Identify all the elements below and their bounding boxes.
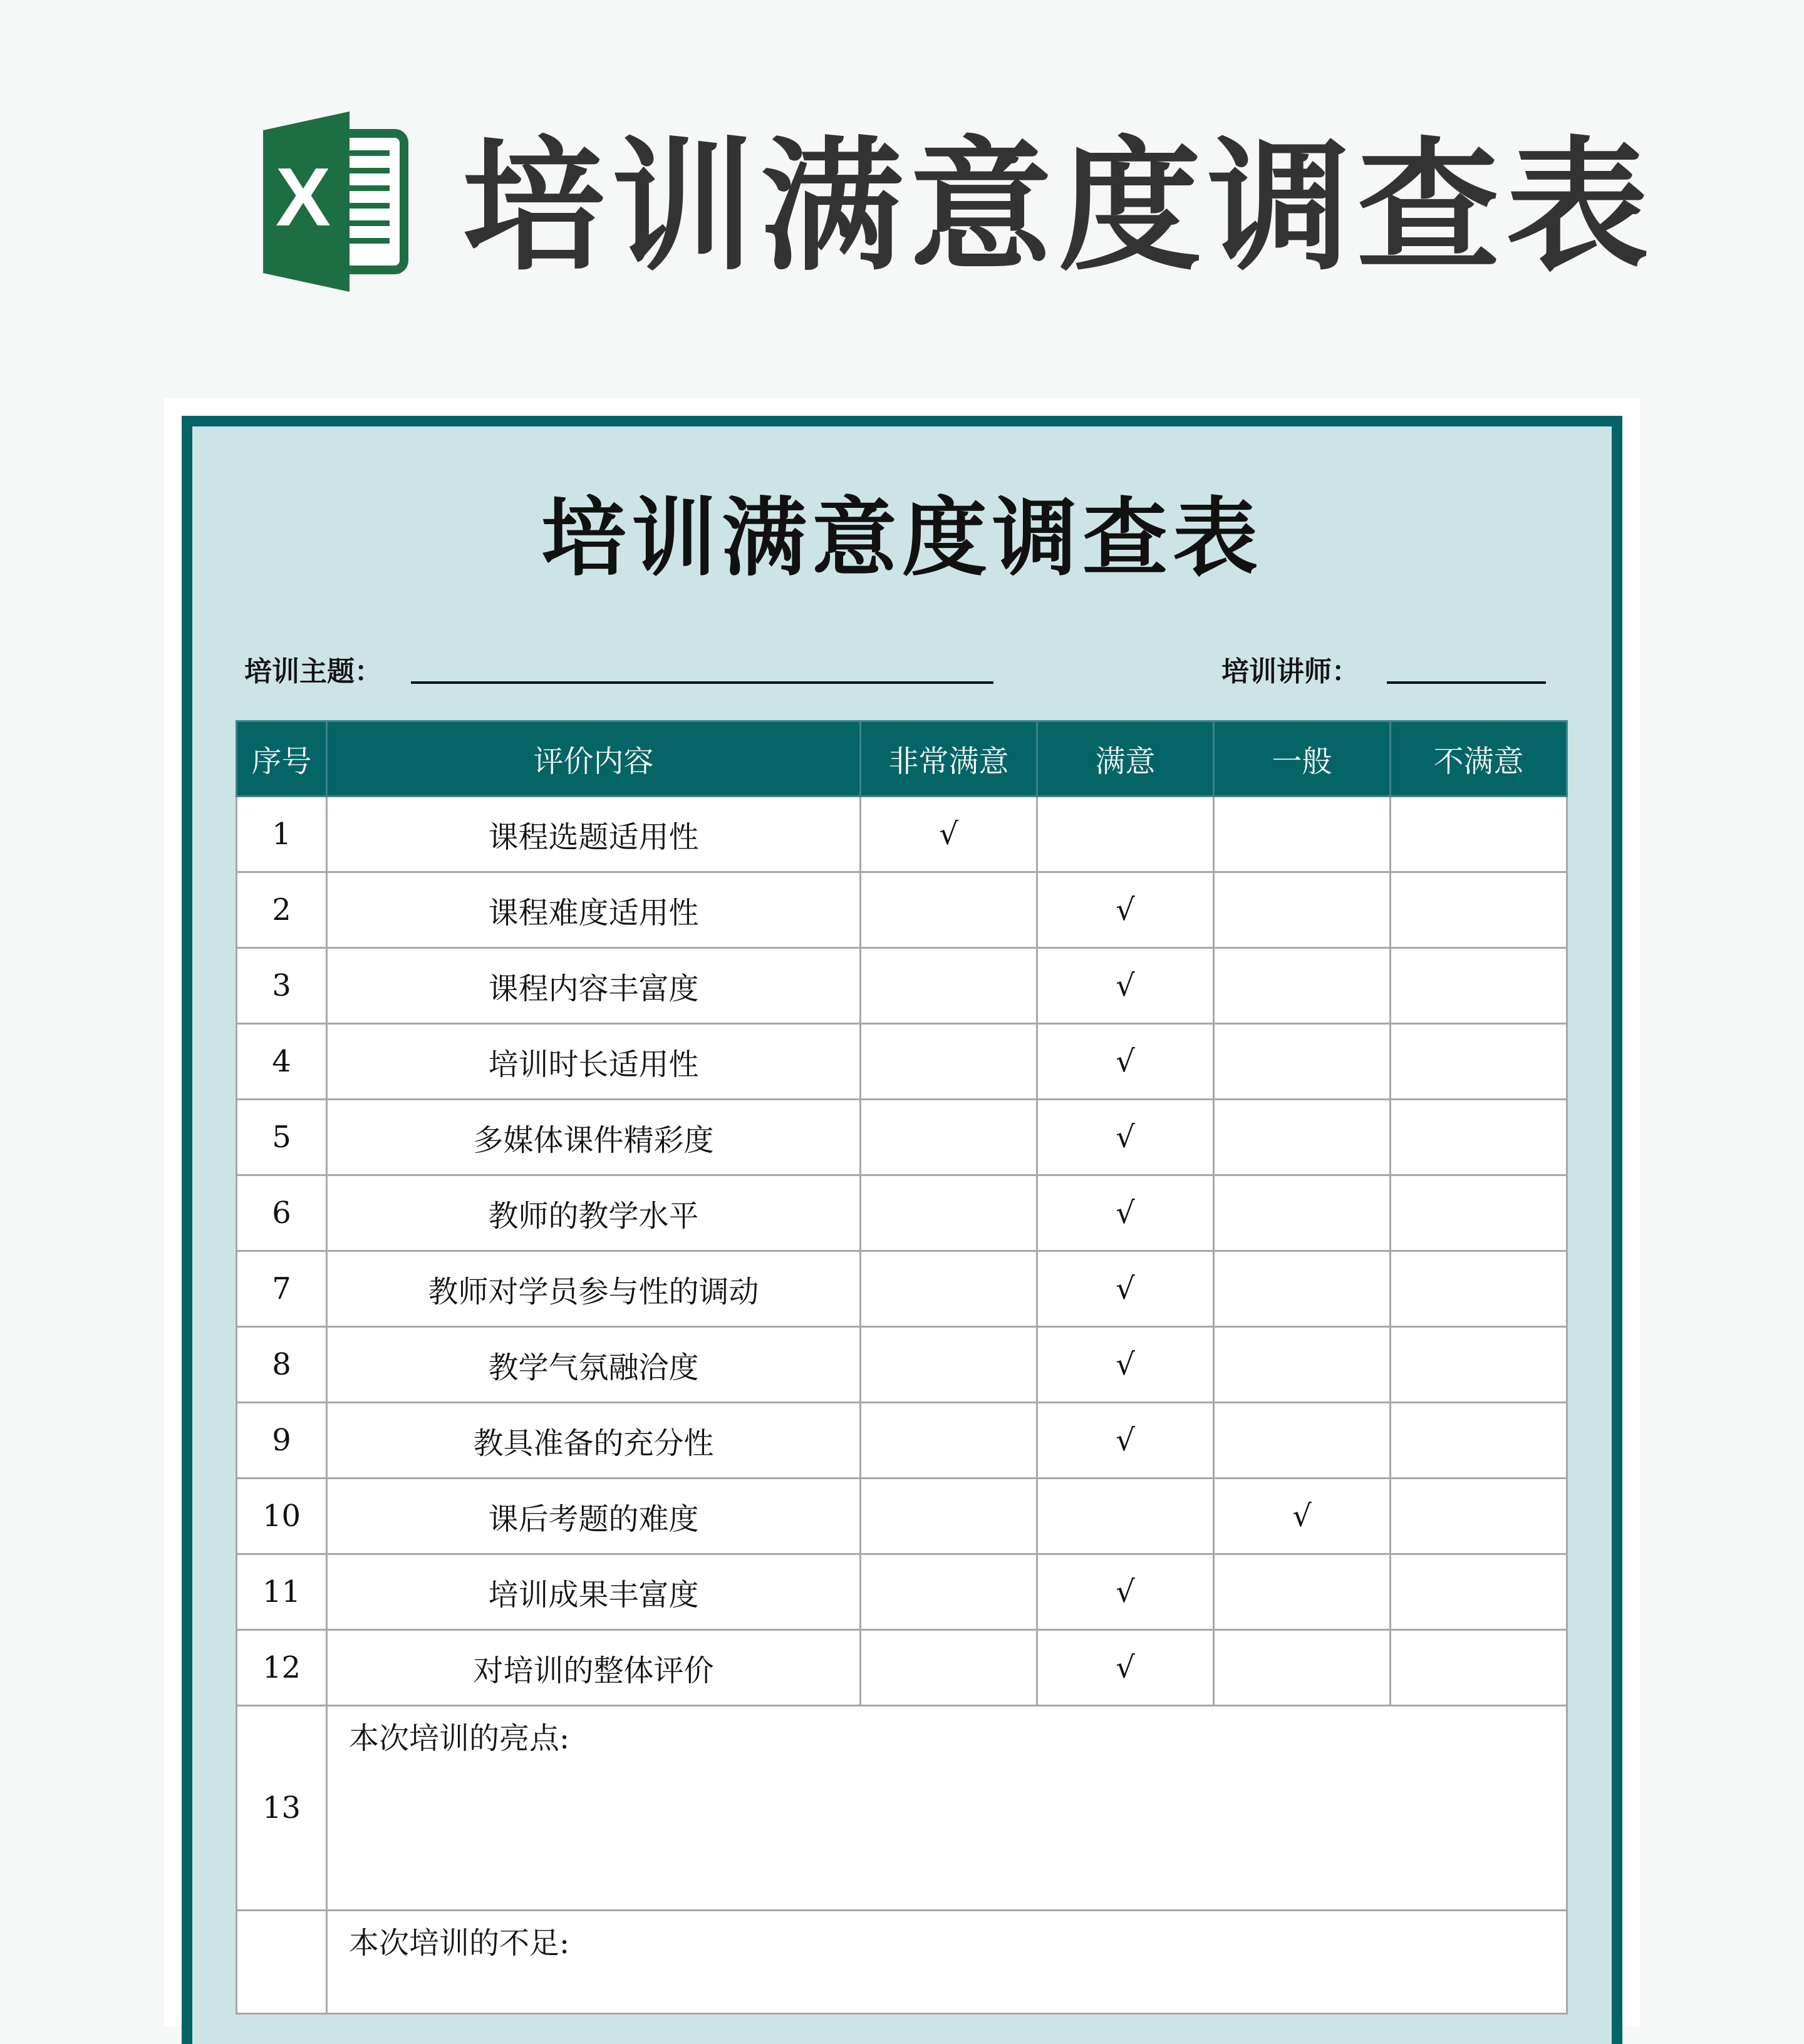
rating-cell-average[interactable] bbox=[1214, 1403, 1391, 1479]
rating-cell-very-satisfied[interactable] bbox=[861, 948, 1037, 1024]
rating-cell-satisfied[interactable]: √ bbox=[1037, 1251, 1214, 1327]
table-row bbox=[237, 1327, 1567, 1403]
rating-cell-satisfied[interactable] bbox=[1037, 1479, 1214, 1554]
rating-cell-unsatisfied[interactable] bbox=[1391, 1327, 1567, 1403]
row-seq: 9 bbox=[237, 1403, 327, 1479]
row-seq: 1 bbox=[237, 797, 327, 872]
rating-cell-unsatisfied[interactable] bbox=[1391, 1403, 1567, 1479]
rating-cell-average[interactable] bbox=[1214, 1630, 1391, 1706]
topic-field[interactable] bbox=[411, 681, 993, 684]
rating-cell-satisfied[interactable] bbox=[1037, 797, 1214, 872]
rating-cell-satisfied[interactable]: √ bbox=[1037, 1403, 1214, 1479]
row-seq: 3 bbox=[237, 948, 327, 1024]
row-item: 教师的教学水平 bbox=[327, 1175, 861, 1251]
row-seq: 11 bbox=[237, 1554, 327, 1630]
rating-cell-unsatisfied[interactable] bbox=[1391, 1100, 1567, 1175]
rating-cell-satisfied[interactable]: √ bbox=[1037, 948, 1214, 1024]
table-row bbox=[237, 1554, 1567, 1630]
rating-cell-very-satisfied[interactable] bbox=[861, 1251, 1037, 1327]
comment-field[interactable]: 本次培训的不足: bbox=[327, 1911, 1567, 2014]
row-seq bbox=[237, 1911, 327, 2014]
table-row bbox=[237, 1403, 1567, 1479]
table-row bbox=[237, 1100, 1567, 1175]
comment-row bbox=[237, 1706, 1567, 1911]
trainer-label: 培训讲师： bbox=[1221, 656, 1359, 688]
sheet-title: 培训满意度调查表 bbox=[541, 489, 1263, 588]
rating-cell-satisfied[interactable]: √ bbox=[1037, 1100, 1214, 1175]
rating-cell-very-satisfied[interactable] bbox=[861, 1327, 1037, 1403]
rating-cell-very-satisfied[interactable] bbox=[861, 1479, 1037, 1554]
trainer-field[interactable] bbox=[1387, 681, 1546, 684]
comment-row bbox=[237, 1911, 1567, 2014]
rating-cell-very-satisfied[interactable] bbox=[861, 1554, 1037, 1630]
rating-cell-satisfied[interactable]: √ bbox=[1037, 1554, 1214, 1630]
rating-cell-satisfied[interactable]: √ bbox=[1037, 1327, 1214, 1403]
page-title: 培训满意度调查表 bbox=[462, 123, 1655, 290]
rating-cell-average[interactable] bbox=[1214, 1251, 1391, 1327]
row-item: 课程内容丰富度 bbox=[327, 948, 861, 1024]
row-seq: 10 bbox=[237, 1479, 327, 1554]
row-seq: 6 bbox=[237, 1175, 327, 1251]
row-seq: 4 bbox=[237, 1024, 327, 1100]
rating-cell-average[interactable] bbox=[1214, 1100, 1391, 1175]
rating-cell-average[interactable] bbox=[1214, 872, 1391, 948]
table-row bbox=[237, 948, 1567, 1024]
row-seq: 13 bbox=[237, 1706, 327, 1911]
table-row bbox=[237, 1251, 1567, 1327]
row-item: 培训成果丰富度 bbox=[327, 1554, 861, 1630]
row-item: 多媒体课件精彩度 bbox=[327, 1100, 861, 1175]
rating-cell-unsatisfied[interactable] bbox=[1391, 872, 1567, 948]
row-item: 课程难度适用性 bbox=[327, 872, 861, 948]
rating-cell-unsatisfied[interactable] bbox=[1391, 948, 1567, 1024]
row-item: 教师对学员参与性的调动 bbox=[327, 1251, 861, 1327]
rating-cell-unsatisfied[interactable] bbox=[1391, 1251, 1567, 1327]
rating-cell-satisfied[interactable]: √ bbox=[1037, 1175, 1214, 1251]
rating-cell-unsatisfied[interactable] bbox=[1391, 1630, 1567, 1706]
rating-cell-unsatisfied[interactable] bbox=[1391, 1024, 1567, 1100]
row-item: 对培训的整体评价 bbox=[327, 1630, 861, 1706]
rating-cell-very-satisfied[interactable] bbox=[861, 1403, 1037, 1479]
row-item: 教具准备的充分性 bbox=[327, 1403, 861, 1479]
table-row bbox=[237, 797, 1567, 872]
header-unsatisfied: 不满意 bbox=[1391, 721, 1567, 797]
rating-cell-satisfied[interactable]: √ bbox=[1037, 1630, 1214, 1706]
table-row bbox=[237, 872, 1567, 948]
banner bbox=[0, 0, 1804, 376]
rating-cell-average[interactable] bbox=[1214, 1327, 1391, 1403]
row-seq: 12 bbox=[237, 1630, 327, 1706]
rating-cell-very-satisfied[interactable] bbox=[861, 1630, 1037, 1706]
table-header-row bbox=[237, 721, 1567, 797]
row-item: 培训时长适用性 bbox=[327, 1024, 861, 1100]
rating-cell-average[interactable] bbox=[1214, 1554, 1391, 1630]
topic-label: 培训主题： bbox=[244, 656, 382, 688]
row-seq: 5 bbox=[237, 1100, 327, 1175]
rating-cell-very-satisfied[interactable] bbox=[861, 872, 1037, 948]
rating-cell-unsatisfied[interactable] bbox=[1391, 797, 1567, 872]
rating-cell-average[interactable] bbox=[1214, 1175, 1391, 1251]
header-average: 一般 bbox=[1214, 721, 1391, 797]
row-seq: 7 bbox=[237, 1251, 327, 1327]
rating-cell-unsatisfied[interactable] bbox=[1391, 1554, 1567, 1630]
row-item: 课程选题适用性 bbox=[327, 797, 861, 872]
header-item: 评价内容 bbox=[327, 721, 861, 797]
rating-cell-very-satisfied[interactable] bbox=[861, 1100, 1037, 1175]
header-satisfied: 满意 bbox=[1037, 721, 1214, 797]
header-seq: 序号 bbox=[237, 721, 327, 797]
row-seq: 2 bbox=[237, 872, 327, 948]
rating-cell-satisfied[interactable]: √ bbox=[1037, 872, 1214, 948]
table-row bbox=[237, 1175, 1567, 1251]
rating-cell-unsatisfied[interactable] bbox=[1391, 1479, 1567, 1554]
table-row bbox=[237, 1630, 1567, 1706]
rating-cell-very-satisfied[interactable] bbox=[861, 1024, 1037, 1100]
row-item: 教学气氛融洽度 bbox=[327, 1327, 861, 1403]
rating-cell-unsatisfied[interactable] bbox=[1391, 1175, 1567, 1251]
rating-cell-satisfied[interactable]: √ bbox=[1037, 1024, 1214, 1100]
table-row bbox=[237, 1024, 1567, 1100]
rating-cell-very-satisfied[interactable]: √ bbox=[861, 797, 1037, 872]
rating-cell-very-satisfied[interactable] bbox=[861, 1175, 1037, 1251]
row-item: 课后考题的难度 bbox=[327, 1479, 861, 1554]
rating-cell-average[interactable]: √ bbox=[1214, 1479, 1391, 1554]
rating-cell-average[interactable] bbox=[1214, 797, 1391, 872]
table-row bbox=[237, 1479, 1567, 1554]
header-very-satisfied: 非常满意 bbox=[861, 721, 1037, 797]
excel-icon bbox=[263, 111, 408, 292]
rating-cell-average[interactable] bbox=[1214, 948, 1391, 1024]
rating-cell-average[interactable] bbox=[1214, 1024, 1391, 1100]
row-seq: 8 bbox=[237, 1327, 327, 1403]
survey-table bbox=[236, 720, 1568, 2015]
excel-letter: X bbox=[275, 151, 331, 243]
comment-field[interactable]: 本次培训的亮点: bbox=[327, 1706, 1567, 1911]
